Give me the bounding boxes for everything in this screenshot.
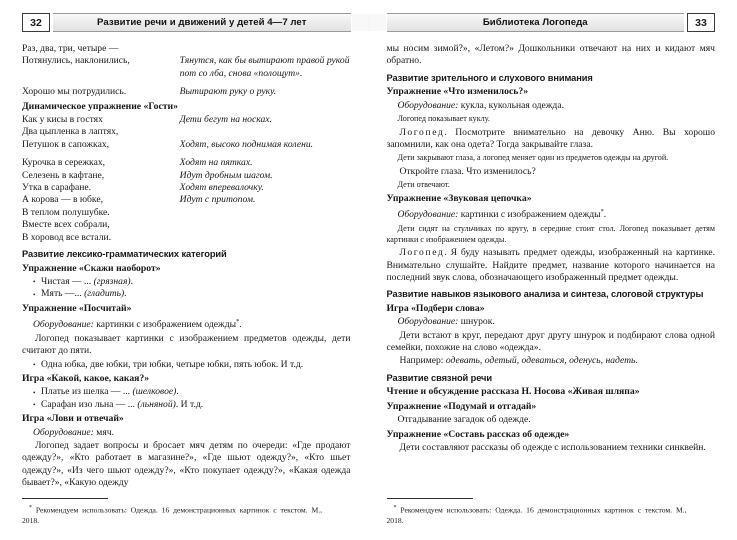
verse-row — [22, 55, 351, 80]
equipment-label: Оборудование: — [33, 426, 94, 438]
left-column-body — [22, 43, 351, 490]
game-title-lovi: Игра «Лови и отвечай» — [22, 413, 124, 425]
verse-text: Потянулись, наклонились, — [22, 55, 130, 67]
continued-paragraph: мы носим зимой?», «Летом?» Дошкольники отвечают на них и кидают мяч обратно. — [386, 43, 715, 67]
stage-direction: Дети отвечают. — [397, 180, 450, 190]
verse-text: Вместе всех собрали, — [22, 219, 110, 231]
running-head-bar-left — [53, 13, 351, 32]
verse-row — [22, 139, 351, 151]
example-words: одевать, одетый, одеваться, оденусь, надеть — [445, 355, 636, 367]
bullet-tail: . И т.д. — [175, 398, 204, 410]
reading-title: Чтение и обсуждение рассказа Н. Носова «Живая шляпа» — [386, 386, 640, 398]
game-body-lovi: Логопед задает вопросы и бросает мяч детям по очереди: «Где продают одежду?», «Кто работает в магазине?», «Где шьют одежду?», «Кто шьет одежду?», «Из чего шьют одежду?», «Кто покупает одежду?», «Какая одежда бывает?», «Какую одежду — [22, 439, 351, 489]
verse-text: Селезень в кафтане, — [22, 169, 105, 181]
footnote-text — [387, 503, 687, 526]
equipment-label: Оборудование: — [33, 319, 94, 331]
game-example-line — [387, 355, 716, 367]
equipment-label: Оборудование: — [397, 316, 459, 328]
footnote-marker: * — [600, 208, 604, 216]
footnote-rule — [22, 498, 108, 499]
speaker-name: Логопед — [399, 126, 445, 138]
game-title-podberi-slova: Игра «Подбери слова» — [386, 302, 485, 314]
speaker-line — [387, 127, 716, 152]
verse-action — [180, 43, 351, 55]
example-label: Например: — [399, 355, 446, 367]
footnote-left — [22, 498, 322, 526]
verse-action — [180, 207, 351, 219]
footnote-rule — [387, 498, 473, 499]
exercise-title-podumay: Упражнение «Подумай и отгадай» — [386, 400, 537, 412]
verse-text: Как у кисы в гостях — [22, 114, 103, 126]
verse-text: Петушок в сапожках, — [22, 138, 110, 150]
equipment-line: Оборудование: картинки с изображением одежды*. — [33, 318, 242, 331]
list-item — [22, 288, 351, 300]
verse-row — [22, 207, 351, 219]
list-item — [22, 386, 351, 398]
footnote-marker: * — [393, 505, 397, 512]
exercise-body-poschitay: Логопед показывает картинки с изображением предметов одежды, дети считают до пяти. — [22, 332, 351, 357]
verse-action: Ходят на пятках. — [179, 157, 253, 169]
verse-action: Вытирают руку о руку. — [179, 86, 277, 98]
verse-text: Раз, два, три, четыре — — [22, 43, 119, 54]
verse-action: Тянутся, как бы вытирают правой рукой пот со лба, снова «полощут». — [179, 55, 350, 79]
bullet-answer: (льняной) — [137, 398, 176, 410]
verse-row — [22, 126, 351, 138]
exercise-body-podumay: Отгадывание загадок об одежде. — [397, 414, 531, 426]
equipment-value: кукла, кукольная одежда. — [458, 99, 564, 111]
exercise-title-zvukovaya-tsepochka: Упражнение «Звуковая цепочка» — [386, 193, 532, 205]
equipment-label: Оборудование: — [397, 99, 459, 111]
verse-text: В хоровод все встали. — [22, 231, 112, 243]
bullet-tail: . — [130, 275, 134, 287]
equipment-value: картинки с изображением одежды — [458, 209, 601, 221]
verse-row — [22, 86, 351, 98]
page-right — [369, 0, 737, 540]
heading-dynamic-exercise: Динамическое упражнение «Гости» — [22, 100, 178, 112]
verse-block-2 — [22, 114, 351, 244]
bullet-tail: . — [124, 288, 127, 300]
footnote-right — [387, 498, 687, 526]
right-column-body — [387, 43, 716, 454]
verse-row — [22, 194, 351, 206]
equipment-value: картинки с изображением одежды — [93, 319, 237, 331]
game-title-kakoy: Игра «Какой, какое, какая?» — [22, 372, 150, 384]
equipment-label: Оборудование: — [397, 209, 459, 221]
verse-text: А корова — в юбке, — [22, 194, 103, 206]
verse-row — [22, 232, 351, 244]
exercise-title-poschitay: Упражнение «Посчитай» — [22, 302, 132, 314]
verse-action — [180, 232, 351, 244]
exercise-title-naoborot: Упражнение «Скажи наоборот» — [22, 262, 161, 274]
footnote-body: Рекомендуем использовать: Одежда. 16 демонстрационных картинок с текстом. М., 2018. — [386, 506, 687, 525]
verse-action: Дети бегут на носках. — [179, 114, 272, 126]
equipment-line: Оборудование: картинки с изображением одежды*. — [397, 208, 607, 221]
game-body-podberi: Дети встают в круг, передают друг другу шнурок и подбирают слова одной семейки, похожие на слово «одежда». — [386, 329, 715, 354]
example-tail: . — [635, 355, 638, 367]
verse-text: Курочка в сережках, — [22, 157, 106, 169]
stage-direction: Дети сидят на стульчиках по кругу, в середине стоит стол. Логопед показывает детям картинки с изображением одежды. — [386, 224, 715, 244]
verse-action: Идут дробным шагом. — [179, 169, 273, 181]
bullet-tail: . — [176, 386, 179, 398]
equipment-line — [387, 100, 716, 112]
verse-block-1 — [22, 43, 351, 99]
verse-action: Ходят, высоко поднимая колени. — [179, 138, 314, 150]
verse-text: В теплом полушубке. — [22, 206, 110, 218]
bullet-answer: (гладить) — [84, 288, 125, 300]
verse-row — [22, 114, 351, 126]
speaker-text: . Я буду называть предмет одежды, изображенный на картинке. Внимательно слушайте. Найдите предмет, название которого начинается на последний звук слова, обозначающего изображенный предмет одежды. — [386, 247, 715, 284]
folio-right: 33 — [687, 13, 715, 32]
stage-direction: Дети закрывают глаза, а логопед меняет один из предметов одежды на другой. — [397, 153, 669, 163]
verse-row — [22, 170, 351, 182]
list-item: • Одна юбка, две юбки, три юбки, четыре юбки, пять юбок. И т.д. — [22, 359, 351, 371]
header-edge-decoration — [368, 14, 386, 31]
speaker-continuation: Откройте глаза. Что изменилось? — [399, 166, 536, 178]
bullet-text: Мять —... — [41, 288, 85, 300]
verse-row — [22, 157, 351, 169]
exercise-title-sostav-rasskaz: Упражнение «Составь рассказ об одежде» — [386, 428, 570, 440]
list-item — [22, 399, 351, 411]
equipment-line — [22, 427, 351, 439]
running-head-left — [22, 13, 351, 32]
speaker-name: Логопед — [399, 247, 445, 259]
running-head-bar-right — [387, 13, 685, 32]
verse-action: Ходят вперевалочку. — [179, 182, 264, 194]
equipment-value: мяч. — [93, 426, 114, 438]
exercise-title-chto-izmenilos: Упражнение «Что изменилось?» — [386, 86, 529, 98]
bullet-answer: (грязная) — [93, 275, 131, 287]
running-head-right — [387, 13, 716, 32]
section-heading-lexgram: Развитие лексико-грамматических категорий — [22, 249, 227, 260]
section-heading-analysis: Развитие навыков языкового анализа и синтеза, слоговой структуры — [386, 289, 704, 300]
bullet-text: Чистая — ... — [41, 275, 94, 287]
stage-direction: Логопед показывает куклу. — [397, 114, 490, 124]
footnote-marker: * — [236, 318, 240, 326]
bullet-answer: (шелковое) — [132, 386, 177, 398]
footnote-text — [22, 503, 322, 526]
speaker-line — [387, 247, 716, 284]
verse-text: Утка в сарафане. — [22, 182, 92, 194]
verse-action: Идут с притопом. — [179, 194, 256, 206]
verse-text: Два цыпленка в лаптях, — [22, 126, 119, 138]
list-item — [22, 276, 351, 288]
footnote-marker: * — [29, 505, 32, 512]
verse-action — [180, 219, 351, 231]
footnote-body: Рекомендуем использовать: Одежда. 16 демонстрационных картинок с текстом. М., 2018. — [22, 506, 322, 525]
section-heading-attention: Развитие зрительного и слухового внимания — [386, 72, 593, 83]
verse-row — [22, 182, 351, 194]
section-heading-speech: Развитие связной речи — [386, 372, 492, 383]
bullet-text: Сарафан изо льна — ... — [41, 398, 138, 410]
verse-row — [22, 219, 351, 231]
bullet-text: Платье из шелка — ... — [41, 386, 133, 398]
equipment-line — [387, 316, 716, 328]
running-head-title-right: Библиотека Логопеда — [482, 17, 588, 28]
equipment-value: шнурок. — [458, 316, 495, 328]
running-head-title-left: Развитие речи и движений у детей 4—7 лет — [97, 17, 307, 28]
folio-left: 32 — [22, 13, 50, 32]
speaker-text: . Посмотрите внимательно на девочку Аню. Вы хорошо запомнили, как она одета? Тогда закрывайте глаза. — [386, 126, 715, 151]
verse-row — [22, 43, 351, 55]
verse-action — [180, 126, 351, 138]
exercise-body-sostav: Дети составляют рассказы об одежде с использованием техники синквейн. — [399, 441, 706, 453]
verse-text: Хорошо мы потрудились. — [22, 86, 127, 98]
